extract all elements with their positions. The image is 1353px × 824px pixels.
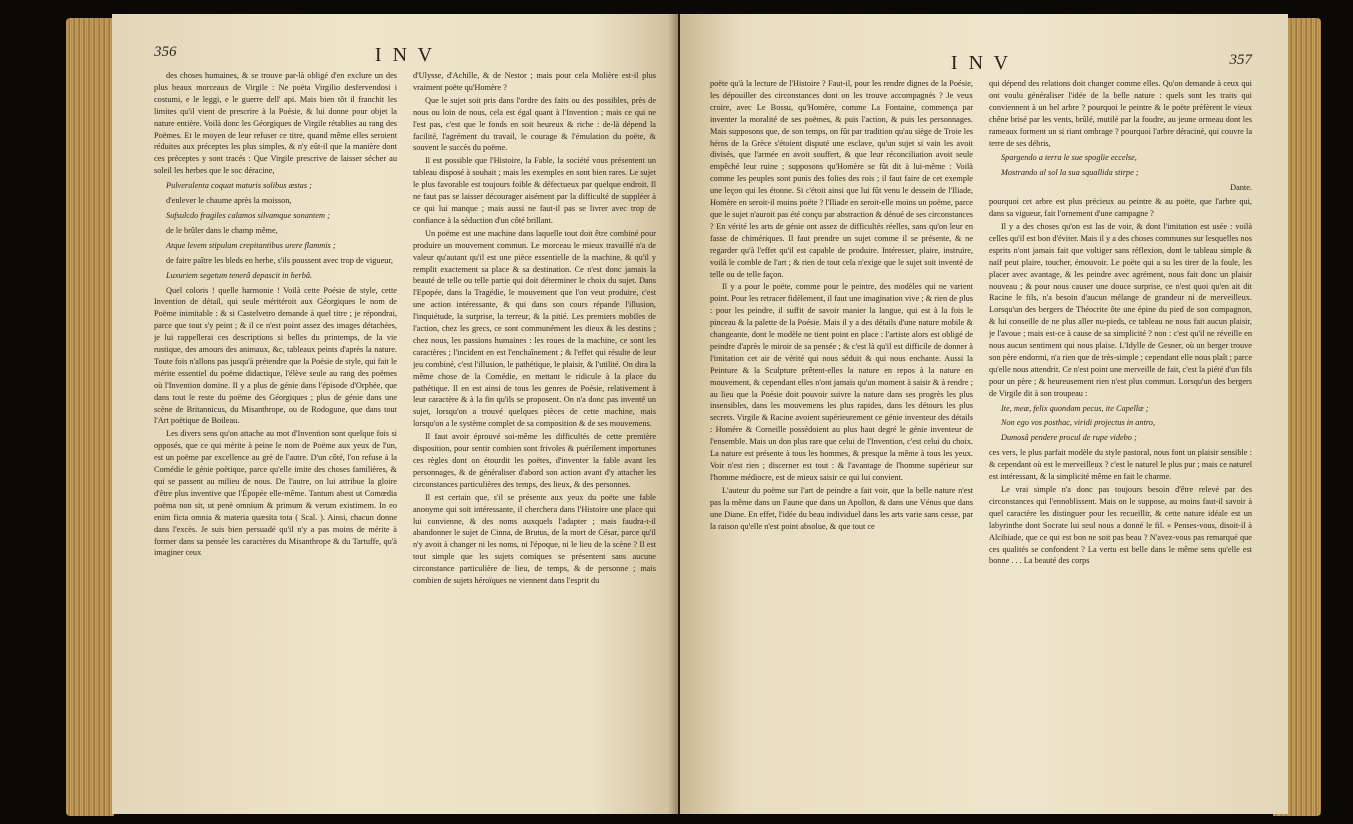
- paragraph: Il y a pour le poëte, comme pour le peintre, des modèles qui ne varient point. Pour les retracer fidèlement, il faut une imagination vive ; & rien de plus : pour les peindre, il suffit de savoir manier la langue, qui est à la fois le pinceau & la palette de la Poésie. Mais il y a des détails d'une nature mobile & changeante, dont le modèle ne tient point en place : l'artiste alors est obligé de peindre d'après le miroir de sa pensée ; & c'est là qu'il est difficile de donner à l'imitation cet air de vérité qui nous séduit & qui nous enchante. Aussi la Peinture & la Sculpture prêtent-elles la nature en repos à la nature en mouvement, & cependant elles n'ont jamais qu'un moment à saisir & à rendre ; au lieu que la Poésie doit pouvoir suivre la nature dans ses progrès les plus insensibles, dans les mouvemens les plus rapides, dans les détours les plus secrets. Virgile & Racine avoient supérieurement ce génie inventeur des détails : Homère & Corneille possédoient au plus haut degré le génie inventeur de l'ensemble. Mais un don plus rare que celui de l'Invention, c'est celui du choix. La nature est présente à tous les hommes, & presque la même à tous les yeux. Voir n'est rien ; discerner est tout : & l'avantage de l'homme supérieur sur l'homme médiocre, est de mieux saisir ce qui lui convient.: [710, 282, 973, 482]
- paragraph: Quel coloris ! quelle harmonie ! Voilà cette Poésie de style, cette Invention de détail, qui seule méritéroit aux Géorgiques le nom de Poëme inimitable : & si Castelvetro demande à quel titre ; je répondrai, parce que tout s'y peint ; & il ce n'est point assez des images détachées, je lui rappellerai ces descriptions si belles du printemps, de la vie rustique, des amours des animaux, &c, tableaux peints d'après la nature. Toute fois n'allons pas jusqu'à prétendre que la Poésie de style, qui fait le mérite essentiel du poëme didactique, l'élève seule au rang des poëmes où l'Invention domine. Il y a plus de génie dans l'épisode d'Orphée, que dans tout le reste du poëme des Géorgiques ; plus de génie dans une scène de Britannicus, du Misanthrope, ou de Rodogune, que dans tout l'Art poëtique de Boileau.: [154, 285, 397, 426]
- right-page-column-2: [989, 78, 1252, 814]
- verse-quote: Atque levem stipulam crepitantibus urere flammis ;: [166, 240, 336, 250]
- paragraph: de faire paître les bleds en herbe, s'ils poussent avec trop de vigueur,: [166, 255, 393, 265]
- right-running-head: I N V: [950, 52, 1012, 74]
- paragraph: Il est certain que, s'il se présente aux yeux du poëte une fable anonyme qui soit intéressante, il cherchera dans l'Histoire une place qui lui convienne, & des noms auxquels l'adapter ; mais faudra-t-il abandonner le sujet de Cinna, de Brutus, de la mort de César, parce qu'il n'y avoit à changer ni les noms, ni l'époque, ni le lieu de la scène ? Il est tout simple que les sujets comiques se présentent sans aucune circonstance particulière de lieu, de temps, & de personne ; mais combien de sujets héroïques ne viennent dans l'esprit du: [413, 492, 656, 586]
- paragraph: Il faut avoir éprouvé soi-même les difficultés de cette première disposition, pour sentir combien sont frivoles & puérilement importunes ces règles dont on étourdit les poëtes, d'inventer la fable avant les personnages, & de généraliser d'abord son action avant d'y attacher les circonstances particulières des temps, des lieux, & des personnes.: [413, 432, 656, 489]
- verse-quote: Ite, meæ, felix quondam pecus, ite Capellæ ;: [1001, 403, 1149, 413]
- paragraph: Il y a des choses qu'on est las de voir, & dont l'imitation est usée : voilà celles qu'il est bon d'éviter. Mais il y a des choses communes sur lesquelles nos esprits n'ont jamais fait que voltiger sans réflexion, dont le tableau simple & naïf peut plaire, toucher, émouvoir. Le poëte qui a su les tirer de la foule, les placer avec avantage, & les peindre avec agrément, nous fait donc un plaisir nouveau ; & pour nous causer une douce surprise, ce n'est quoi qu'en ait dit Racine le fils, n'a besoin d'aucun mélange de grandeur ni de merveilleux. Lorsqu'un des bergers de Théocrite ôte une épine du pied de son compagnon, & lui conseille de ne plus aller nu-pieds, ce tableau ne nous fait aucun plaisir, je l'avoue ; mais est-ce à cause de sa simplicité ? non : c'est qu'il ne réveille en nous aucun sentiment qui nous plaise. L'Idylle de Gesner, où un berger trouve son père endormi, n'a rien que de très-simple ; cependant elle nous plaît ; parce qu'elle nous attendrit. Ce n'est point une merveille de fait, c'est la piété d'un fils pour un père ; & heureusement rien n'est plus commun. Lorsqu'un des bergers de Virgile dit à son troupeau :: [989, 221, 1252, 398]
- left-page-header: [154, 44, 656, 70]
- verse-quote: Pulverulenta coquat maturis solibus æstas ;: [166, 181, 312, 191]
- paragraph: des choses humaines, & se trouve par-là obligé d'en exclure un des plus beaux morceaux de Virgile : Ne poëta Virgilio desfervendosi i costumi, e le leggi, e le guerre dell' api. Mais bien tôt il franchit les limites qu'il vient de prescrire à la Poésie, & lui donne pour objet la nature entière. Voilà donc les Géorgiques de Virgile rétablies au rang des Poëmes. Et le moyen de leur refuser ce titre, quand même elles seroient réduites aux préceptes les plus simples, & n'y eût-il que la manière dont ces préceptes y sont tracés : Que Virgile prescrive de laisser sécher au soleil les herbes que le soc déracine,: [154, 71, 397, 176]
- verse-quote: Sufsulcdo fragiles calamos silvamque sonantem ;: [166, 210, 330, 220]
- right-page-header: [710, 52, 1252, 78]
- left-page: [112, 14, 678, 814]
- left-running-head: I N V: [374, 44, 436, 66]
- left-page-column-1: [154, 70, 397, 810]
- paragraph: d'enlever le chaume après la moisson,: [166, 196, 292, 206]
- paragraph: Un poëme est une machine dans laquelle tout doit être combiné pour produire un mouvement commun. Le morceau le mieux travaillé n'a de valeur qu'autant qu'il est une pièce essentielle de la machine, & qu'il y remplit exactement sa place & sa destination. Ce n'est donc jamais la beauté de telle ou telle partie qui doit déterminer le choix du sujet. Dans l'Epopée, dans la Tragédie, le mouvement que l'on veut produire, c'est une action intéressante, & qui dans son cours répande l'illusion, l'inquiétude, la surprise, la terreur, & la pitié. Les premiers mobiles de l'action, chez les grecs, ce sont communément les dieux & les destins ; chez nous, les passions humaines : les roues de la machine, ce sont les caractères ; l'incident en est l'enchaînement ; & l'effet qui résulte de leur jeu combiné, c'est l'illusion, le pathétique, le plaisir, & l'utilité. On dira la même chose de la Comédie, en mettant le ridicule à la place du pathétique. Il en est ainsi de tous les genres de Poésie, relativement à leur caractère & à la fin qu'ils se proposent. On n'a donc pas inventé un sujet, lorsqu'on a trouvé quelques pièces de cette machine, mais lorsqu'on a le système complet de sa composition & de ses mouvemens.: [413, 228, 656, 429]
- paragraph: qui dépend des relations doit changer comme elles. Qu'on demande à ceux qui ont voulu généraliser l'idée de la belle nature : quels sont les traits qui conviennent à un bel arbre ? pourquoi le peintre & le poëte préfèrent le vieux chêne brisé par les vents, brûlé, mutilé par la foudre, au jeune ormeau dont les rameaux forment un si riant ombrage ? pourquoi l'arbre déraciné, qui couvre la terre de ses débris,: [989, 79, 1252, 148]
- verse-quote: Mostrando al sol la sua squallida stirpe ;: [1001, 168, 1139, 178]
- paragraph: poëte qu'à la lecture de l'Histoire ? Faut-il, pour les rendre dignes de la Poésie, les dépouiller des circonstances dont on les trouve accompagnés ? Je veux croire, avec Le Bossu, qu'Homère, comme La Fontaine, commença par inventer la moralité de ses poëmes, & puis l'action, & puis les personnages. Mais supposons que, de son temps, on fût par tradition qu'au siège de Troie les héros de la Grèce s'étoient disputé une esclave, qu'un sujet si vain les avoit divisés, que l'armée en avoit souffert, & que leur réconciliation avoit seule empêché leur ruine ; supposons qu'Homère se fût dit à lui-même : Voilà comme les peuples sont punis des folies des rois ; il faut faire de cet exemple une leçon qui les étonne. Si c'étoit ainsi que lui fût venu le dessein de l'Iliade, Homère en seroit-il moins poëte ? l'Iliade en seroit-elle moins un poëme, parce que le sujet n'auroit pas été conçu par abstraction & dénué de ses circonstances ? En vérité les arts de génie ont assez de difficultés réelles, sans qu'on leur en fasse de chimériques. Il faut prendre un sujet comme il se présente, & ne regarder qu'à l'effet qu'il est capable de produire. Intéresser, plaire, instruire, voilà le comble de l'art ; & rien de tout cela n'exige que le sujet soit inventé de telle ou de telle façon.: [710, 79, 973, 279]
- left-page-column-2: [413, 70, 656, 810]
- paragraph: ces vers, le plus parfait modèle du style pastoral, nous font un plaisir sensible : & cependant où est le merveilleux ? c'est le naturel le plus pur ; mais ce naturel est intéressant, & la simplicité même en fait le charme.: [989, 448, 1252, 482]
- paragraph: d'Ulysse, d'Achille, & de Nestor ; mais pour cela Molière est-il plus vraiment poëte qu'Homère ?: [413, 71, 656, 92]
- paragraph: de le brûler dans le champ même,: [166, 225, 278, 235]
- right-page-column-1: [710, 78, 973, 814]
- paragraph: Les divers sens qu'on attache au mot d'Invention sont quelque fois si opposés, que ce qui mérite à peine le nom de Poëme aux yeux de l'un, est un poëme par excellence au gré de l'autre. D'un côté, l'on refuse à la Comédie le génie poëtique, parce qu'elle imite des choses familières, & qui se passent au milieu de nous. De l'autre, on lui attribue la gloire d'être plus inventive que l'Épopée elle-même. Tantum abest ut Comœdia poëma non sit, ut penè omnium & primum & verum existimem. In eo enim ficta omnia & materia quæsita tota ( Scal. ). Ainsi, chacun donne dans l'excès. Je suis bien persuadé qu'il n'y a pas moins de mérite à former dans sa pensée les caractères du Misanthrope & du Tartuffe, qu'à imaginer ceux: [154, 429, 397, 558]
- citation-author: Dante.: [1230, 183, 1252, 193]
- paragraph: pourquoi cet arbre est plus précieux au peintre & au poëte, que l'arbre qui, dans sa vigueur, fait l'ornement d'une campagne ?: [989, 197, 1252, 219]
- right-page: [680, 14, 1288, 814]
- left-page-edges: [66, 18, 114, 816]
- paragraph: L'auteur du poëme sur l'art de peindre a fait voir, que la belle nature n'est pas la même dans un Faune que dans un Apollon, & dans une Vénus que dans une Diane. En effet, l'idée du beau individuel dans les arts varie sans cesse, par la raison qu'elle n'est point absolue, & que tout ce: [710, 485, 973, 531]
- right-page-number: 357: [1229, 52, 1252, 68]
- verse-quote: Spargendo a terra le sue spoglie eccelse,: [1001, 153, 1137, 163]
- verse-quote: Non ego vos posthac, viridi projectus in antro,: [1001, 418, 1156, 428]
- paragraph: Que le sujet soit pris dans l'ordre des faits ou des possibles, près de nous ou loin de nous, cela est égal quant à l'Invention ; mais ce qui ne l'est pas, c'est que le fonds en soit heureux & riche : de-là dépend la facilité, l'agrément du travail, le courage & l'émulation du poëte, & souvent le succès du poëme.: [413, 95, 656, 153]
- verse-quote: Dumosâ pendere procul de rupe videbo ;: [1001, 433, 1137, 443]
- verse-quote: Luxuriem segetum tenerâ depascit in herbâ.: [166, 270, 313, 280]
- paragraph: Le vrai simple n'a donc pas toujours besoin d'être relevé par des circonstances qui l'ennoblissent. Mais on le suppose, au moins faut-il savoir à quel caractère les distinguer pour les recueillir, & cette nature idéale est un labyrinthe dont Socrate lui seul nous a donné le fil. « Penses-vous, disoit-il à Alcibiade, que ce qui est bon ne soit pas beau ? N'avez-vous pas remarqué que ces qualités se confondent ? La vertu est belle dans le même sens qu'elle est bonne . . . La beauté des corps: [989, 485, 1252, 566]
- left-page-number: 356: [154, 44, 177, 60]
- paragraph: Il est possible que l'Histoire, la Fable, la société vous présentent un tableau disposé à souhait ; mais les exemples en sont bien rares. Le sujet le plus favorable est toujours foible & défectueux par quelque endroit. Il ne faut pas se laisser décourager aisément par la difficulté de suppléer à ce qui lui manque ; mais aussi ne faut-il pas se livrer avec trop de confiance à la séduction d'un côté brillant.: [413, 156, 656, 225]
